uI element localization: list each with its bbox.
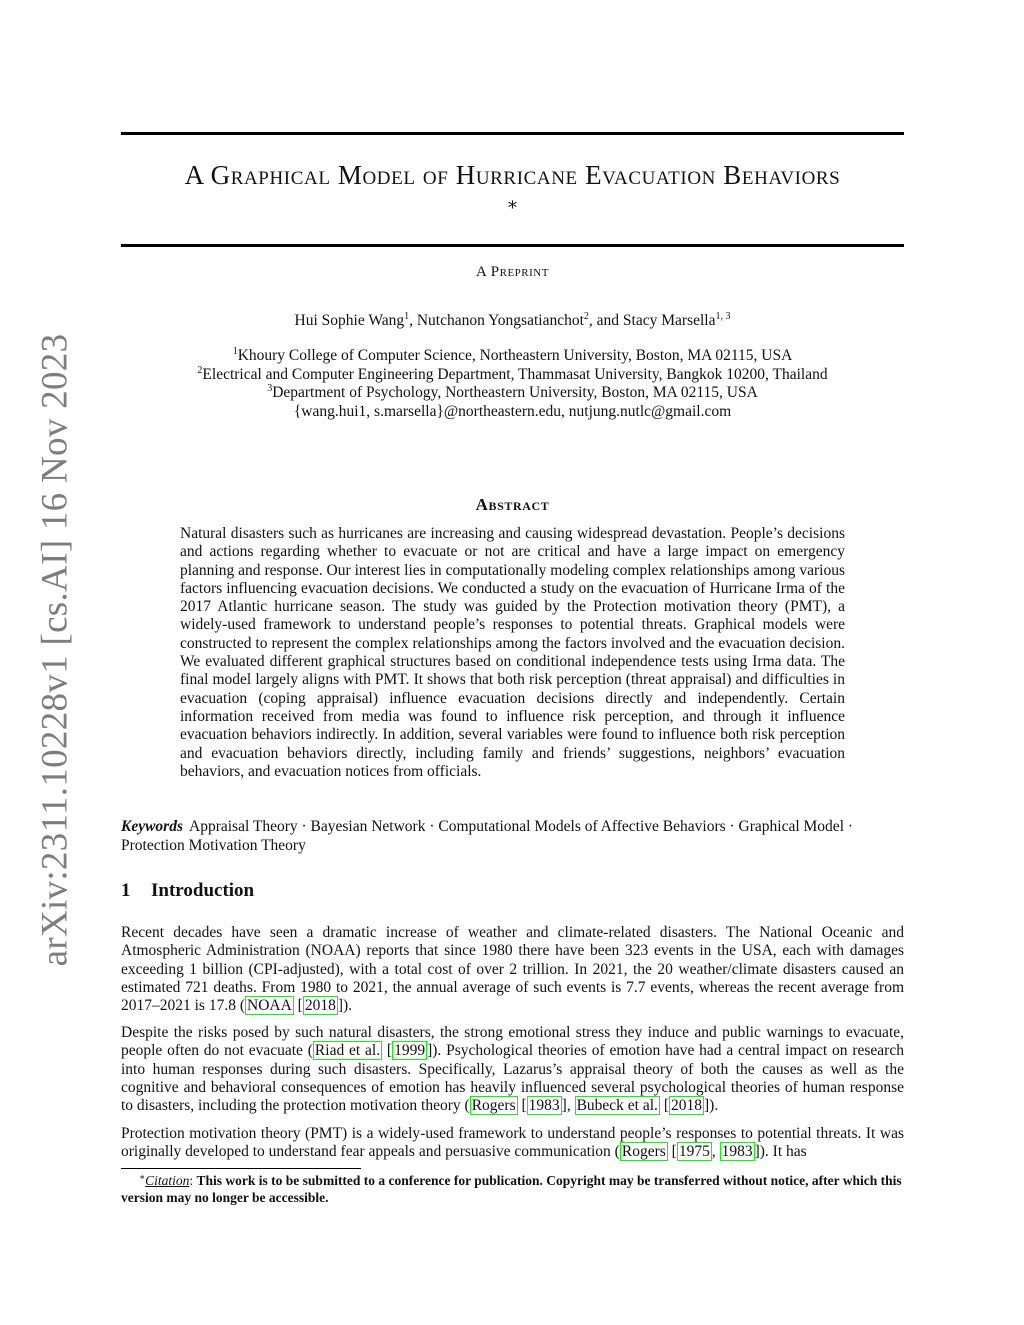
citation-year-link[interactable]: 2018 bbox=[304, 997, 336, 1015]
abstract-text: Natural disasters such as hurricanes are increasing and causing widespread devastation. People’s decisions and actions regarding whether to evacuate or not are critical and have a large impact on emergency planning and response. Our interest lies in computationally modeling complex relationships among various factors influencing evacuation decisions. We conducted a study on the evacuation of Hurricane Irma of the 2017 Atlantic hurricane season. The study was guided by the Protection motivation theory (PMT), a widely-used framework to understand people’s responses to potential threats. Graphical models were constructed to represent the complex relationships among the factors involved and the evacuation decision. We evaluated different graphical structures based on conditional independence tests using Irma data. The final model largely aligns with PMT. It shows that both risk perception (threat appraisal) and difficulties in evacuation (coping appraisal) influence evacuation decisions directly and independently. Certain information received from media was found to influence risk perception, and through it influence evacuation behaviors indirectly. In addition, several variables were found to influence both risk perception and evacuation behaviors directly, including family and friends’ suggestions, neighbors’ evacuation behaviors, and evacuation notices from officials. bbox=[180, 525, 845, 780]
author-affiliation-mark: 1, 3 bbox=[715, 311, 731, 322]
affiliation-line bbox=[121, 384, 904, 403]
citation-link[interactable]: Rogers bbox=[621, 1143, 666, 1161]
paper-title: A Graphical Model of Hurricane Evacuation Behaviors bbox=[184, 160, 841, 190]
abstract-heading: Abstract bbox=[475, 495, 550, 514]
author-list bbox=[121, 312, 904, 330]
citation-year-link[interactable]: 1983 bbox=[528, 1097, 560, 1115]
citation-link[interactable]: Rogers bbox=[471, 1097, 516, 1115]
affiliation-mark: 2 bbox=[197, 364, 203, 376]
affiliation-text: Department of Psychology, Northeastern University, Boston, MA 02115, USA bbox=[272, 384, 758, 401]
paragraph-text: Recent decades have seen a dramatic increase of weather and climate-related disasters. The National Oceanic and Atmospheric Administration (NOAA) reports that since 1980 there have been 323 events in the USA, each with damages exceeding 1 billion (CPI-adjusted), with a total cost of over 2 trillion. In 2021, the 20 weather/climate disasters caused an estimated 721 deaths. From 1980 to 2021, the annual average of such events is 7.7 events, whereas the recent average from 2017–2021 is 17.8 ( bbox=[121, 924, 904, 1015]
keywords bbox=[121, 818, 904, 855]
citation-year-link[interactable]: 1975 bbox=[678, 1143, 710, 1161]
paragraph-text: Protection motivation theory (PMT) is a widely-used framework to understand people’s responses to potential threats. It was originally developed to understand fear appeals and persuasive communication ( bbox=[121, 1125, 904, 1161]
citation-link[interactable]: Riad et al. bbox=[314, 1042, 381, 1060]
author-separator: , bbox=[409, 312, 417, 329]
paragraph-text: ). bbox=[709, 1097, 719, 1115]
affiliations bbox=[121, 347, 904, 421]
title-footnote-mark: ∗ bbox=[506, 194, 519, 214]
section-number: 1 bbox=[121, 880, 131, 901]
citation-year-link[interactable]: 2018 bbox=[670, 1097, 702, 1115]
footnote-rule bbox=[121, 1168, 361, 1169]
section-heading bbox=[121, 880, 254, 902]
author-name: Hui Sophie Wang bbox=[294, 312, 405, 329]
citation-year-link[interactable]: 1999 bbox=[394, 1042, 426, 1060]
footnote-label: Citation bbox=[145, 1173, 190, 1188]
intro-paragraph-2: Despite the risks posed by such natural disasters, the strong emotional stress they induce and public warnings to evacuate, people often do not evacuate ( Riad et al. [ 1999 ]). Psychological theories of emotion have had a central impact on research into human responses during such disasters. Specifically, Lazarus’s appraisal theory of both the causes as well as the cognitive and behavioral consequences of emotion has heavily influenced several psychological theories of human response to disasters, including the protection motivation theory ( Rogers [ 1983 ], Bubeck et al. [ 2018 ]). bbox=[121, 1024, 904, 1115]
author-name: Stacy Marsella bbox=[622, 312, 716, 329]
affiliation-line bbox=[121, 347, 904, 366]
affiliation-line bbox=[121, 366, 904, 385]
section-title: Introduction bbox=[151, 880, 255, 901]
author-separator: , and bbox=[588, 312, 623, 329]
affiliation-text: Electrical and Computer Engineering Department, Thammasat University, Bangkok 10200, Thailand bbox=[202, 365, 828, 383]
footnote-text: This work is to be submitted to a conference for publication. Copyright may be transferred without notice, after which this version may no longer be accessible. bbox=[121, 1173, 902, 1205]
author-affiliation-mark: 2 bbox=[583, 311, 589, 322]
affiliation-mark: 1 bbox=[232, 346, 238, 357]
author-emails: {wang.hui1, s.marsella}@northeastern.edu, nutjung.nutlc@gmail.com bbox=[293, 402, 732, 420]
footnote: ∗Citation: This work is to be submitted to a conference for publication. Copyright may be transferred without notice, after which this version may no longer be accessible. bbox=[121, 1172, 902, 1205]
citation-link[interactable]: Bubeck et al. bbox=[576, 1097, 658, 1115]
arxiv-identifier: arXiv:2311.10228v1 [cs.AI] 16 Nov 2023 bbox=[34, 333, 76, 967]
title-rule-bottom bbox=[121, 244, 904, 247]
keywords-label: Keywords bbox=[121, 818, 183, 835]
paragraph-text: Despite the risks posed by such natural disasters, the strong emotional stress they induce and public warnings to evacuate, people often do not evacuate ( bbox=[121, 1024, 904, 1060]
paragraph-text: ). bbox=[343, 997, 353, 1015]
keywords-text: Appraisal Theory · Bayesian Network · Computational Models of Affective Behaviors · Graphical Model · Protection Motivation Theory bbox=[121, 818, 854, 854]
affiliation-text: Khoury College of Computer Science, Northeastern University, Boston, MA 02115, USA bbox=[237, 347, 793, 364]
intro-paragraph-1: Recent decades have seen a dramatic increase of weather and climate-related disasters. The National Oceanic and Atmospheric Administration (NOAA) reports that since 1980 there have been 323 events in the USA, each with damages exceeding 1 billion (CPI-adjusted), with a total cost of over 2 trillion. In 2021, the 20 weather/climate disasters caused an estimated 721 deaths. From 1980 to 2021, the annual average of such events is 7.7 events, whereas the recent average from 2017–2021 is 17.8 ( NOAA [ 2018 ]). bbox=[121, 924, 904, 1015]
title-rule-top bbox=[121, 132, 904, 135]
citation-link[interactable]: NOAA bbox=[247, 997, 292, 1015]
affiliation-mark: 3 bbox=[267, 383, 273, 394]
paragraph-text: ). Psychological theories of emotion have had a central impact on research into human responses during such disasters. Specifically, Lazarus’s appraisal theory of both the causes as well as the cognitive and behavioral consequences of emotion has heavily influenced several psychological theories of human response to disasters, including the protection motivation theory ( bbox=[121, 1042, 904, 1115]
intro-paragraph-3: Protection motivation theory (PMT) is a widely-used framework to understand people’s responses to potential threats. It was originally developed to understand fear appeals and persuasive communication ( Rogers [ 1975 , 1983 ]). It has bbox=[121, 1125, 904, 1161]
paragraph-text: ). It has bbox=[759, 1143, 807, 1161]
footnote-mark: ∗ bbox=[139, 1172, 146, 1182]
preprint-label: A Preprint bbox=[476, 264, 549, 280]
citation-year-link[interactable]: 1983 bbox=[721, 1143, 753, 1161]
author-name: Nutchanon Yongsatianchot bbox=[416, 312, 584, 329]
author-affiliation-mark: 1 bbox=[404, 311, 410, 322]
